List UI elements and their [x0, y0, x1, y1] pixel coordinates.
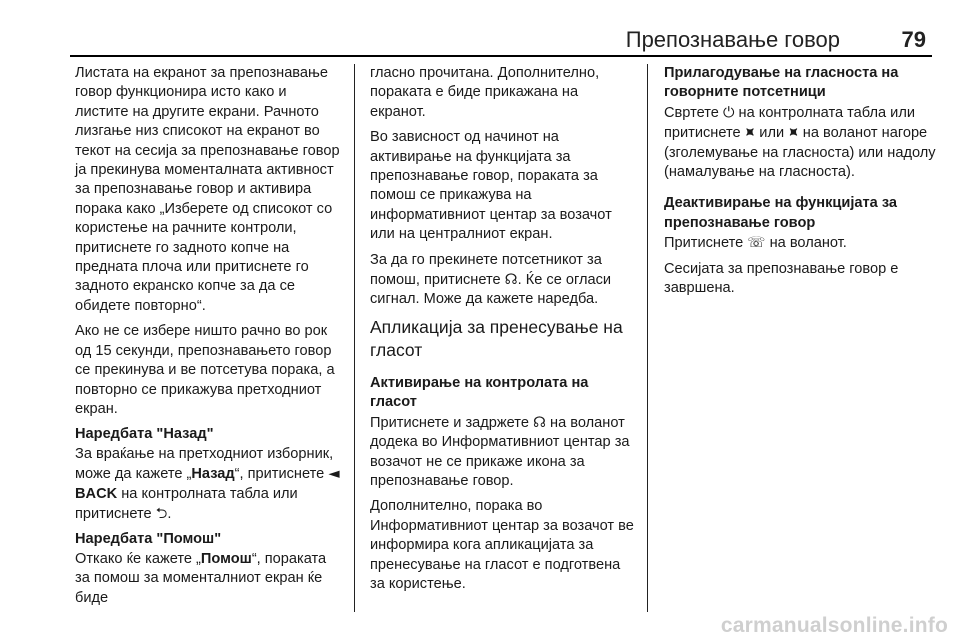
text: .: [167, 505, 172, 522]
text: “, пораката за помош за моменталниот екран ќе биде: [75, 550, 327, 606]
text: Притиснете: [664, 235, 748, 252]
text: на воланот нагоре (зголемување на гласноста) или надолу (намалување на гласноста).: [664, 125, 936, 181]
paragraph: гласно прочитана. Дополнително, пораката е биде прикажана на екранот.: [370, 65, 600, 120]
keyword-help: Помош: [200, 550, 252, 567]
heading-help-command: Наредбата "Помош": [75, 531, 222, 548]
text: на контролната табла или притиснете: [664, 104, 915, 142]
column-2: [370, 64, 634, 600]
text: Откако ќе кажете „: [75, 550, 201, 567]
back-button-label: BACK: [75, 485, 118, 502]
paragraph: Сесијата за препознавање говор е завршена.: [664, 260, 899, 297]
paragraph: [370, 251, 634, 310]
heading-deactivate: Деактивирање на функцијата за препознавање говор: [664, 195, 898, 231]
paragraph: [664, 103, 939, 183]
heading-back-command: Наредбата "Назад": [75, 426, 214, 443]
text: Свртете: [664, 104, 723, 121]
watermark: carmanualsonline.info: [720, 614, 948, 637]
text: За враќање на претходниот изборник, може да кажете „: [75, 445, 334, 483]
paragraph: Во зависност од начинот на активирање на функцијата за препознавање говор, пораката за помош се прикажува на информативниот центар за возачот или на централниот екран.: [370, 129, 612, 243]
return-icon: ⮌: [155, 504, 168, 522]
text: на воланот додека во Информативниот центар за возачот не се прикаже икона за препознавање говор.: [370, 414, 630, 489]
paragraph: [370, 413, 634, 492]
paragraph-help: [75, 550, 343, 608]
heading-adjust-volume: Прилагодување на гласноста на говорните потсетници: [664, 65, 899, 101]
text: За да го прекинете потсетникот за помош, притиснете: [370, 251, 602, 289]
voice-icon: ☊: [533, 413, 546, 431]
volume-up-icon: ⯍: [744, 124, 756, 142]
volume-down-icon: ⯍: [788, 124, 799, 142]
paragraph: Дополнително, порака во Информативниот центар за возачот ве информира кога апликацијата за пренесување на гласот е подготвена за користење.: [370, 498, 634, 592]
heading-activate: Активирање на контролата на гласот: [370, 374, 589, 411]
section-heading: Апликација за пренесување на гласот: [370, 316, 623, 360]
header-divider: [70, 55, 932, 57]
page-header: [0, 0, 960, 58]
column-3: [664, 64, 939, 304]
hang-up-icon: ☏: [747, 234, 766, 252]
text: Притиснете и задржете: [370, 414, 534, 431]
power-knob-icon: ⏻: [722, 103, 735, 121]
voice-icon: ☊: [504, 271, 518, 289]
column-divider-1: [354, 64, 355, 612]
paragraph: [664, 233, 939, 253]
page-title: Препознавање говор: [625, 27, 840, 52]
back-arrow-icon: ◄: [328, 465, 340, 483]
column-1: [75, 64, 343, 614]
paragraph: Ако не се избере ништо рачно во рок од 15 секунди, препознавањето говор се прекинува и ве потсетува порака, а повторно се прикажува претходниот екран.: [75, 323, 335, 417]
text: . Ќе се огласи сигнал. Може да кажете наредба.: [370, 272, 612, 308]
text: на контролната табла или притиснете: [75, 485, 298, 522]
text: на воланот.: [765, 235, 847, 252]
column-divider-2: [647, 64, 648, 612]
page-number: 79: [901, 27, 926, 52]
text: или: [755, 125, 789, 142]
text: “, притиснете: [234, 466, 329, 483]
keyword-back: Назад: [191, 466, 235, 483]
paragraph-back: [75, 445, 343, 525]
paragraph: Листата на екранот за препознавање говор функционира исто како и листите на другите екрани. Рачното лизгање низ списокот на екранот во текот на сесија за препознавање говор ја прекинува моменталната активност за препознавање говор и активира порака како „Изберете од списокот со користење на рачните контроли, притиснете го задното копче на предната плоча или притиснете го задното екранско копче за да се обидете повторно“.: [75, 65, 340, 314]
